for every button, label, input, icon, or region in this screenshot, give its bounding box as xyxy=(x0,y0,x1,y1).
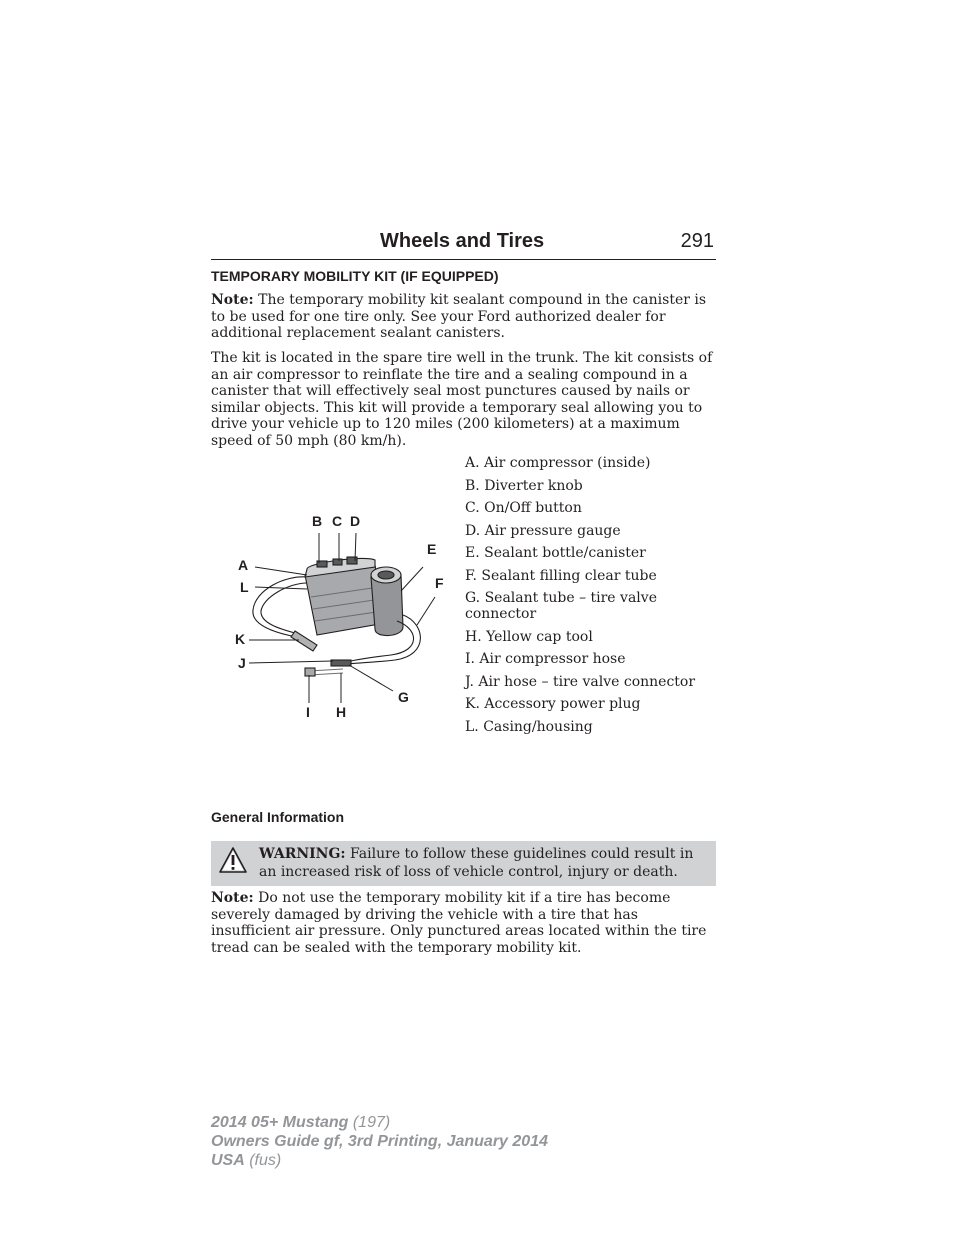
warning-box xyxy=(211,841,716,886)
page-header xyxy=(211,228,716,260)
callout-c: C xyxy=(332,513,343,529)
legend-item: F. Sealant filling clear tube xyxy=(465,567,657,584)
section-heading: TEMPORARY MOBILITY KIT (IF EQUIPPED) xyxy=(211,268,499,284)
callout-j: J xyxy=(238,655,246,671)
footer-model-code: (197) xyxy=(348,1114,391,1131)
footer-guide-line xyxy=(211,1132,548,1151)
warning-text xyxy=(259,845,709,881)
callout-k: K xyxy=(235,631,246,647)
mobility-kit-drawing xyxy=(225,505,455,725)
legend-item: C. On/Off button xyxy=(465,500,582,516)
page-number: 291 xyxy=(680,230,714,252)
legend-item: K. Accessory power plug xyxy=(465,696,641,712)
page-footer xyxy=(211,1113,548,1170)
callout-h: H xyxy=(336,704,347,720)
footer-model-line xyxy=(211,1113,548,1132)
header-title: Wheels and Tires xyxy=(380,230,545,252)
valve-connector xyxy=(331,660,351,666)
footer-model: 2014 05+ Mustang xyxy=(211,1114,349,1131)
general-note-label: Note: xyxy=(211,890,254,906)
warning-triangle-icon xyxy=(218,846,248,874)
legend-item: L. Casing/housing xyxy=(465,718,593,735)
callout-d: D xyxy=(350,513,361,529)
callout-g: G xyxy=(398,689,409,705)
component-legend xyxy=(465,455,725,741)
callout-l: L xyxy=(240,579,249,595)
note-text: The temporary mobility kit sealant compound in the canister is to be used for one tire only. See your Ford authorized dealer for additional replacement sealant canisters. xyxy=(211,292,707,341)
note-paragraph xyxy=(211,292,716,342)
legend-item: H. Yellow cap tool xyxy=(465,628,593,645)
general-information-heading: General Information xyxy=(211,809,345,825)
callout-a: A xyxy=(238,557,249,573)
mobility-kit-illustration xyxy=(225,505,455,725)
callout-b: B xyxy=(312,513,323,529)
legend-item: E. Sealant bottle/canister xyxy=(465,545,646,561)
general-note-paragraph xyxy=(211,890,716,956)
body-paragraph: The kit is located in the spare tire well in the trunk. The kit consists of an air compressor to reinflate the tire and a sealing compound in a canister that will effectively seal most punctures caused by nails or similar objects. This kit will provide a temporary seal allowing you to drive your vehicle up to 120 miles (200 kilometers) at a maximum speed of 50 mph (80 km/h). xyxy=(211,350,713,449)
callout-f: F xyxy=(435,575,444,591)
legend-item: D. Air pressure gauge xyxy=(465,522,621,539)
legend-item: B. Diverter knob xyxy=(465,477,583,494)
callout-i: I xyxy=(306,704,310,720)
footer-market-line xyxy=(211,1151,548,1170)
note-label: Note: xyxy=(211,292,254,308)
footer-guide: Owners Guide gf, 3rd Printing, January 2014 xyxy=(211,1133,548,1150)
warning-message: Failure to follow these guidelines could result in an increased risk of loss of vehicle control, injury or death. xyxy=(259,846,694,880)
legend-item: G. Sealant tube – tire valve connector xyxy=(465,590,657,622)
footer-market: USA xyxy=(211,1152,245,1169)
callout-e: E xyxy=(427,541,437,557)
legend-item: I. Air compressor hose xyxy=(465,651,626,667)
general-note-text: Do not use the temporary mobility kit if a tire has become severely damaged by driving the vehicle with a tire that has insufficient air pressure. Only punctured areas located within the tire tread can be sealed with the temporary mobility kit. xyxy=(211,890,707,956)
footer-market-code: (fus) xyxy=(244,1152,282,1169)
legend-item: A. Air compressor (inside) xyxy=(465,455,651,471)
legend-item: J. Air hose – tire valve connector xyxy=(465,673,696,690)
warning-label: WARNING: xyxy=(259,846,346,862)
accessory-plug xyxy=(291,631,317,651)
